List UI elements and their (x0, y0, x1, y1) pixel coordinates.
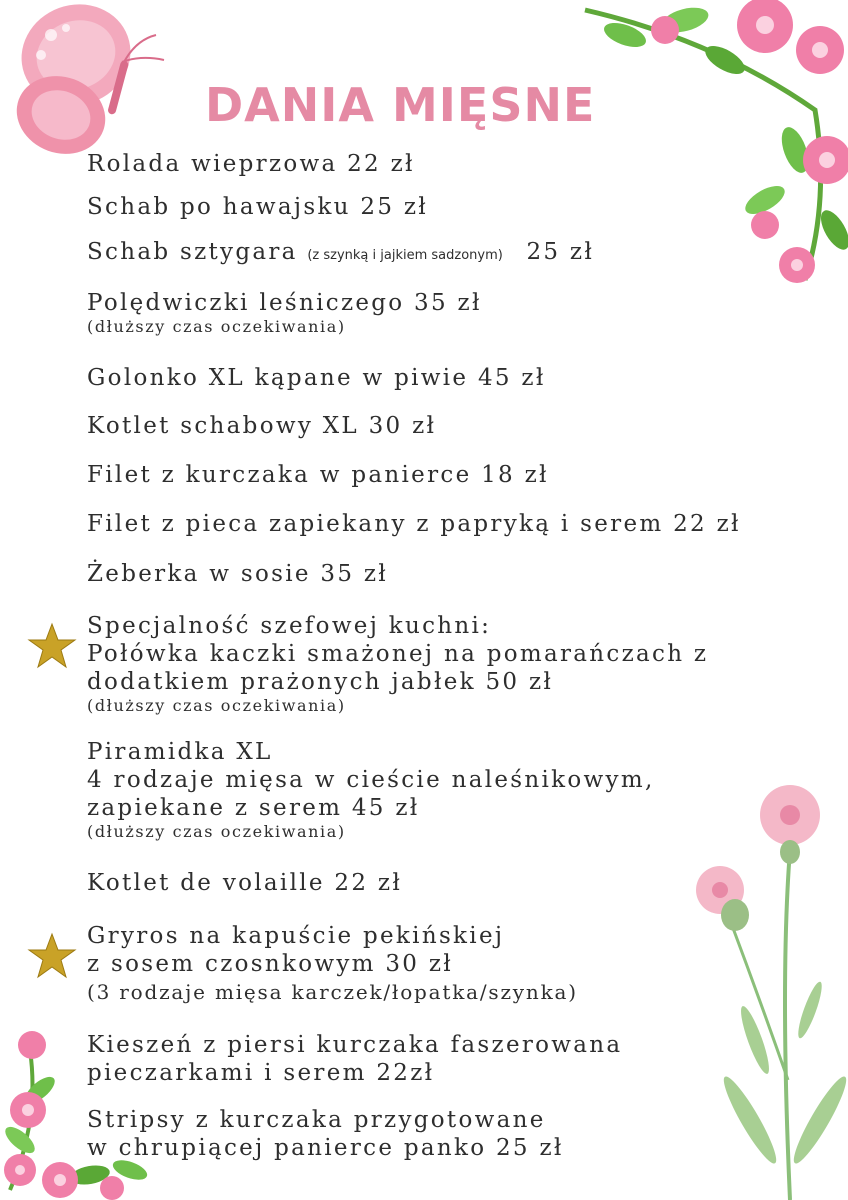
pink-flowers-vine (565, 0, 848, 300)
menu-item-name: Kieszeń z piersi kurczaka faszerowana (87, 1032, 623, 1058)
menu-item (87, 869, 402, 897)
menu-item-name: Filet z kurczaka w panierce 18 zł (87, 462, 549, 488)
menu-item (87, 1031, 622, 1087)
menu-item (87, 238, 594, 270)
menu-item (87, 1106, 564, 1162)
menu-item-price: 25 zł (526, 239, 595, 265)
menu-item-name: Piramidka XL (87, 739, 273, 765)
menu-item-name: Filet z pieca zapiekany z papryką i serem 22 zł (87, 511, 741, 537)
menu-item-line: (3 rodzaje mięsa karczek/łopatka/szynka) (87, 980, 578, 1004)
menu-item-line: pieczarkami i serem 22zł (87, 1060, 435, 1086)
menu-item-note: (dłuższy czas oczekiwania) (87, 822, 346, 841)
menu-item (87, 510, 741, 538)
menu-item-line: Połówka kaczki smażonej na pomarańczach z (87, 641, 709, 667)
menu-item-name: Schab po hawajsku 25 zł (87, 194, 429, 220)
gold-star-icon (27, 622, 77, 670)
menu-item (87, 461, 549, 489)
menu-item-name: Polędwiczki leśniczego 35 zł (87, 290, 482, 316)
menu-item (87, 560, 388, 588)
menu-item (87, 193, 428, 221)
menu-item-name: Kotlet de volaille 22 zł (87, 870, 403, 896)
menu-item-special (87, 612, 708, 716)
menu-item-note: (dłuższy czas oczekiwania) (87, 317, 346, 336)
menu-item-special (87, 922, 578, 1006)
menu-item-name: Golonko XL kąpane w piwie 45 zł (87, 365, 546, 391)
menu-item-name: Gryros na kapuście pekińskiej (87, 923, 505, 949)
menu-item-line: 4 rodzaje mięsa w cieście naleśnikowym, (87, 767, 655, 793)
menu-item (87, 738, 655, 842)
page-title: DANIA MIĘSNE (205, 78, 596, 132)
pink-cornflower-illustration (680, 780, 848, 1200)
butterfly-illustration (6, 0, 176, 170)
menu-item-name: Schab sztygara (87, 239, 298, 265)
menu-item-name: Żeberka w sosie 35 zł (87, 561, 389, 587)
menu-item (87, 412, 436, 440)
menu-item-line: dodatkiem prażonych jabłek 50 zł (87, 669, 554, 695)
menu-item (87, 150, 415, 178)
menu-item (87, 289, 482, 337)
gold-star-icon (27, 932, 77, 980)
menu-item (87, 364, 546, 392)
menu-item-name: Rolada wieprzowa 22 zł (87, 151, 415, 177)
menu-item-name: Kotlet schabowy XL 30 zł (87, 413, 437, 439)
menu-item-line: zapiekane z serem 45 zł (87, 795, 420, 821)
menu-item-note: (dłuższy czas oczekiwania) (87, 696, 346, 715)
menu-item-name: Specjalność szefowej kuchni: (87, 613, 492, 639)
menu-item-detail: (z szynką i jajkiem sadzonym) (307, 248, 503, 263)
menu-item-line: z sosem czosnkowym 30 zł (87, 951, 454, 977)
menu-item-name: Stripsy z kurczaka przygotowane (87, 1107, 546, 1133)
menu-item-line: w chrupiącej panierce panko 25 zł (87, 1135, 564, 1161)
